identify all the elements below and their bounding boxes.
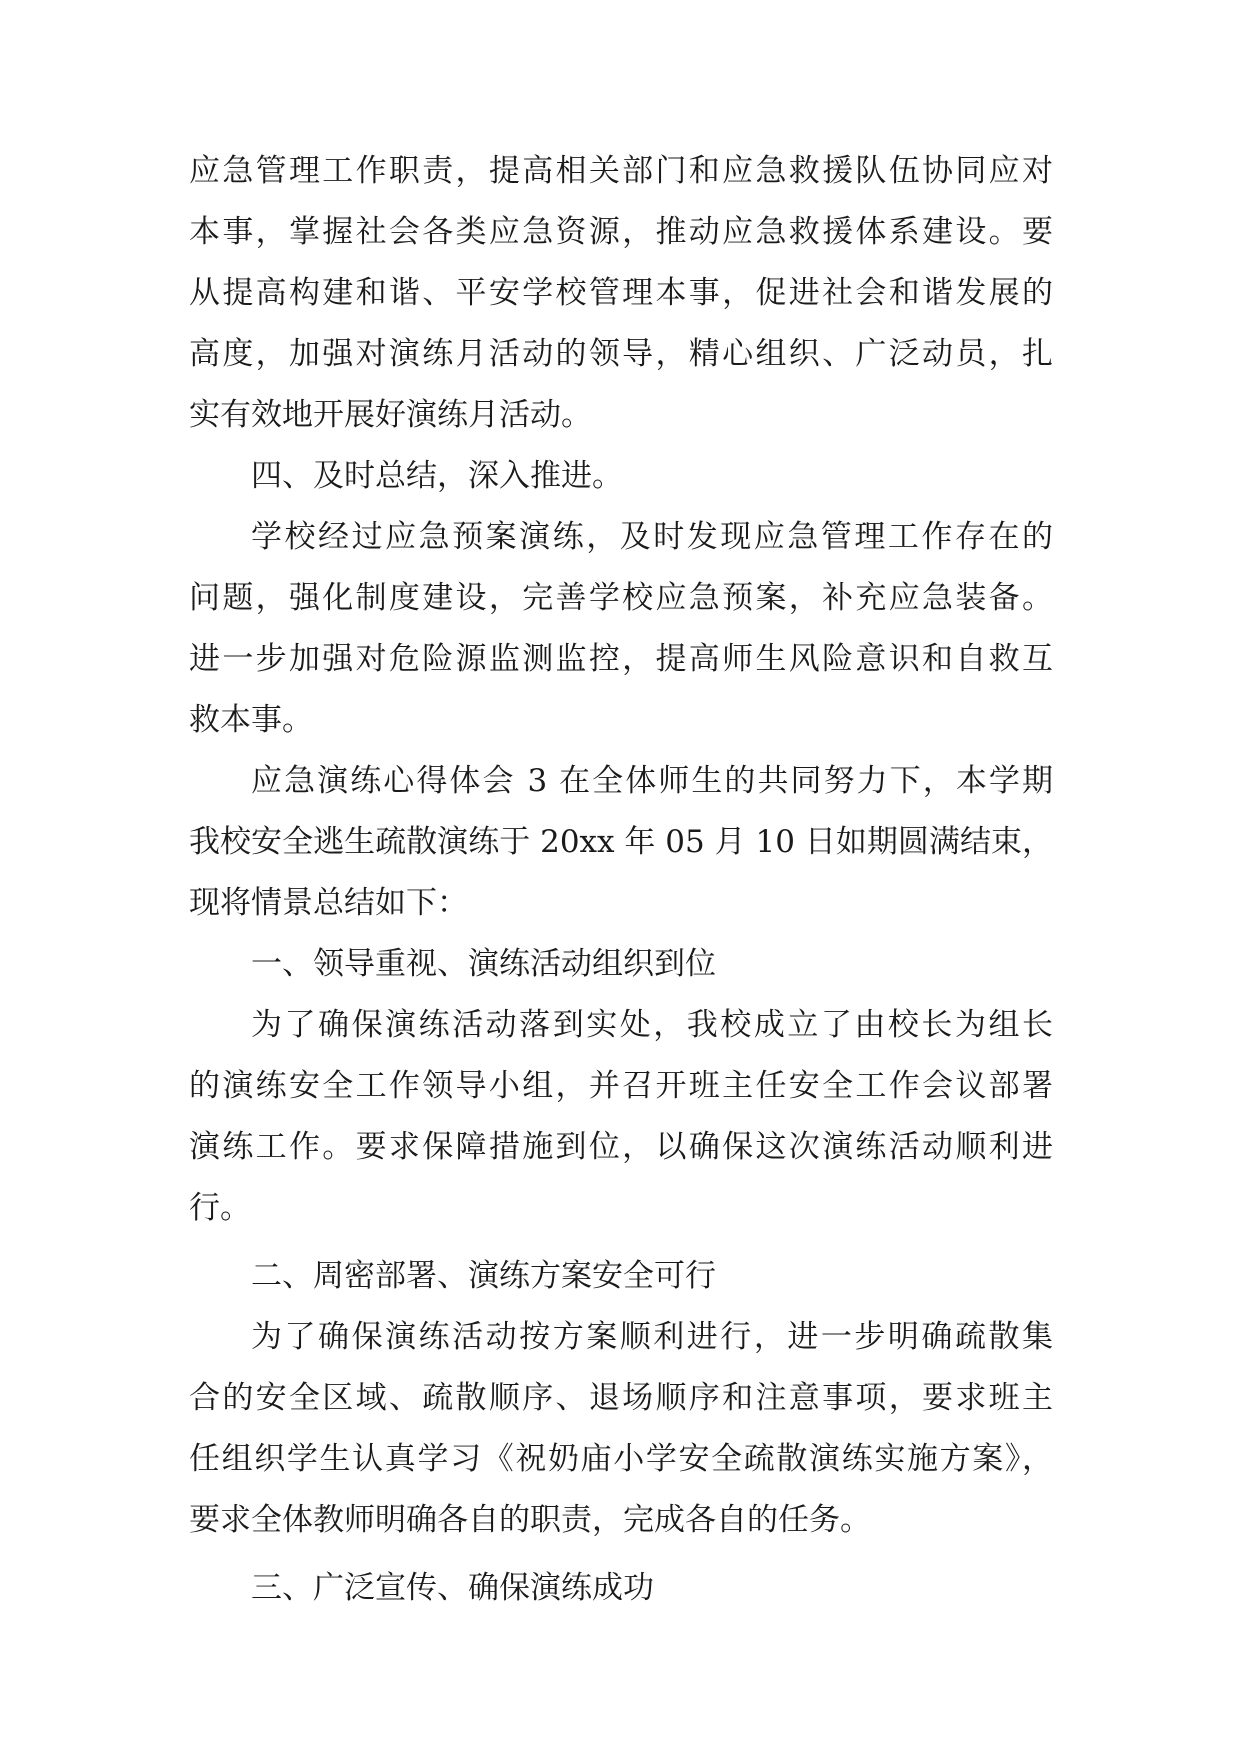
text-line: 应急管理工作职责，提高相关部门和应急救援队伍协同应对 — [189, 153, 1053, 189]
text-line: 问题，强化制度建设，完善学校应急预案，补充应急装备。 — [189, 580, 1053, 616]
text-line: 实有效地开展好演练月活动。 — [189, 397, 592, 433]
text-line: 要求全体教师明确各自的职责，完成各自的任务。 — [189, 1502, 871, 1538]
text-line: 救本事。 — [189, 702, 313, 738]
text-line: 的演练安全工作领导小组，并召开班主任安全工作会议部署 — [189, 1068, 1053, 1104]
text-line: 我校安全逃生疏散演练于 20xx 年 05 月 10 日如期圆满结束， — [189, 824, 1053, 860]
text-line: 应急演练心得体会 3 在全体师生的共同努力下，本学期 — [251, 763, 1053, 799]
text-line: 进一步加强对危险源监测监控，提高师生风险意识和自救互 — [189, 641, 1053, 677]
text-line: 合的安全区域、疏散顺序、退场顺序和注意事项，要求班主 — [189, 1380, 1053, 1416]
text-line: 高度，加强对演练月活动的领导，精心组织、广泛动员，扎 — [189, 336, 1053, 372]
text-line: 现将情景总结如下： — [189, 885, 468, 921]
text-line: 为了确保演练活动按方案顺利进行，进一步明确疏散集 — [251, 1319, 1053, 1355]
section-heading: 四、及时总结，深入推进。 — [251, 458, 623, 494]
text-line: 行。 — [189, 1190, 251, 1226]
text-line: 为了确保演练活动落到实处，我校成立了由校长为组长 — [251, 1007, 1053, 1043]
text-line: 任组织学生认真学习《祝奶庙小学安全疏散演练实施方案》， — [189, 1441, 1053, 1477]
section-heading: 二、周密部署、演练方案安全可行 — [251, 1258, 716, 1294]
text-line: 本事，掌握社会各类应急资源，推动应急救援体系建设。要 — [189, 214, 1053, 250]
text-line: 演练工作。要求保障措施到位，以确保这次演练活动顺利进 — [189, 1129, 1053, 1165]
text-line: 从提高构建和谐、平安学校管理本事，促进社会和谐发展的 — [189, 275, 1053, 311]
section-heading: 三、广泛宣传、确保演练成功 — [251, 1570, 654, 1606]
document-body — [189, 141, 1053, 1619]
text-line: 学校经过应急预案演练，及时发现应急管理工作存在的 — [251, 519, 1053, 555]
section-heading: 一、领导重视、演练活动组织到位 — [251, 946, 716, 982]
